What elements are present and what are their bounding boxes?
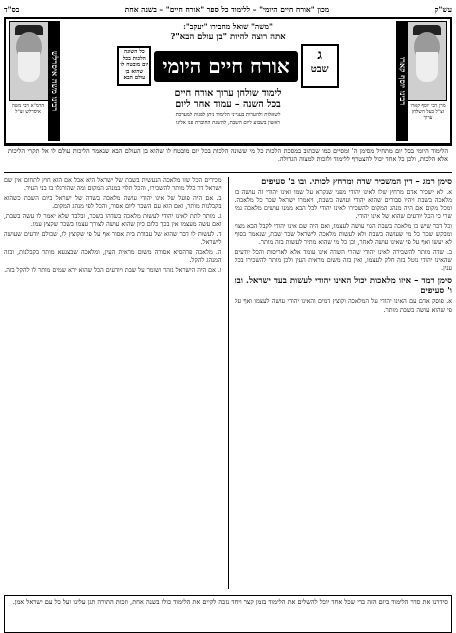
- paragraph: ב. שדה מותר להשכירה לאינו יהודי שהרי השדה אינו עומד אלא לאריסות והכל יודעים שהאינו יהודי נוטל בזה חלק לעצמו, ואין בזה משום מראית העין ולכן מותר להשכירו בכל ענין.: [234, 249, 452, 273]
- intro-paragraph: הלימוד היומי בכל יום מתחיל מסימן ה' ומסיים כמו שכתוב במסכת הלכות כל מי ששונה הלכות בכל יום מובטח לו שהוא בן העולם הבא שנאמר הליכות עולם לו אל תקרי הליכות אלא הלכות, ולכן כל אחד יכול להצטרף ללימוד ולזכות למצוה הגדולה.: [4, 145, 452, 173]
- paragraph: ג. מותר לתת לאינו יהודי לעשות מלאכה בשדהו בשכר, ובלבד שלא יאמר לו עשה בשבת, ואם עשה מעצמו אין בכך כלום כיון שהוא עושה לצורך עצמו בשכר שקצץ עמו.: [4, 213, 222, 229]
- paragraph: א. פוסק אדם עם האינו יהודי על המלאכה וקוצץ דמים והאינו יהודי עושה לעצמו ואף על פי שהוא עושה בשבת מותר.: [234, 298, 452, 314]
- beard-shape: [416, 52, 438, 82]
- portrait-right: [407, 21, 447, 101]
- paragraph: ה. מלאכה פרהסיא אסורה משום מראית העין, ומלאכה שבצנעא מותר בקבלנות, ובזה המנהג להקל.: [4, 249, 222, 265]
- year-box-text: כל השונה הלכות בכל יום מובטח לו שהוא בן עולם הבא: [120, 49, 149, 81]
- portrait-right-name: רבינו יוסף קארו: [396, 21, 408, 141]
- paragraph: ו. אם היה הישראל נזהר ושומר על שבת ויודעים הכל שהוא ירא שמים מותר לו להקל בזה.: [4, 267, 222, 275]
- section-heading-2: סימן רמד – איזו מלאכות יכול האינו יהודי לעשות בעד ישראל. ובו ו' סעיפים: [234, 276, 452, 297]
- subtitle-hook: אתה רוצה להיות "בן עולם הבא"?: [170, 32, 286, 42]
- beard-shape: [18, 52, 40, 82]
- year-box: [117, 46, 151, 86]
- top-middle-label: מכון "אורח חיים היומי" – ללימוד כל ספר "אורח חיים" – בשנה אחת: [124, 5, 330, 14]
- info-line-1: לשאלות ולהערות בענייני הלימוד ניתן לפנות למערכת: [175, 112, 281, 118]
- paragraph: ב. אם היה פועל של אינו יהודי עושה מלאכה בשדה של ישראל ביום השבת כשהוא בקבלנות מותר, ואם הוא עם השכר ליום אסור, והכל לפי מנהג המקום.: [4, 195, 222, 211]
- portrait-right-caption: מרן רבי יוסף קארו זצ"ל בעל השלחן ערוך: [410, 103, 446, 121]
- main-title: אורח חיים היומי: [154, 51, 297, 82]
- section-heading: סימן רמג – דין המשכיר שדה ומרחץ לכותי. ובו ב' סעיפים: [261, 177, 452, 187]
- top-left-label: בס"ד: [4, 5, 20, 14]
- portrait-left-name: רבינו משה איסרלש: [48, 21, 60, 141]
- portrait-left-caption: הרמ"א רבי משה איסרלש זצ"ל: [11, 103, 45, 115]
- title-row: [64, 44, 392, 88]
- header: [4, 17, 452, 145]
- column-divider: [228, 177, 229, 589]
- bottom-note: סידרנו את סדר הלימוד ביום הזה כדי שכל אחד יוכל להשלים את הלימוד בזמן קצר ויחד נזכה לקיים את הלימוד כולו בשנה אחת, וזכות התורה תגן עלינו ועל כל עם ישראל אמן.: [4, 595, 452, 633]
- paragraph: מכירים הכל שזו מלאכה הנעשית בשבת של ישראל היא אבל אם הוא חוץ לתחום אין שם ישראל דר כלל מותר להשכירו, והכל תלוי במנהג המקום ומה שהורגלו בו בני העיר.: [4, 177, 222, 193]
- content-columns: [4, 177, 452, 589]
- info-line-2: ראשון בשבוע ליום השבת, להשגת החוברת פנו אלינו: [176, 120, 280, 127]
- top-right-label: עש"ק: [434, 5, 452, 14]
- column-left: [4, 177, 222, 589]
- day-number: ג: [317, 47, 322, 63]
- paragraph: וכל דבר שיש בו מלאכה בשבת הגוי עושה לעצמו, ואם היה שם אינו יהודי לקבל הבא מצוי ומבקש שכר כל מי שעושה בשבת ולא לעשות מלאכה לישראל שכר שבת, שנאמר בסוף לא יעשו ואף על פי שאינו עושה לאחר, וכן כל מי שהוא מתיר לעשות בזה מותר.: [234, 223, 452, 247]
- column-right: [235, 177, 453, 589]
- day-month: שבט: [310, 64, 329, 75]
- portrait-left: [9, 21, 49, 101]
- sub-title-2: בכל השנה – עמוד אחר ליום: [175, 99, 281, 110]
- top-strip: [4, 3, 452, 17]
- subtitle-question: "משה" שואל מחבירו "יעקב":: [183, 22, 273, 31]
- paragraph: ד. לעשות לו דבר שהוא של עבודת בית אסור אף על פי שקוצץ לו, שכולם יודעים שעושה לישראל.: [4, 231, 222, 247]
- day-box: [301, 44, 339, 88]
- paragraph: א. לא ישכיר אדם מרחץ שלו לאינו יהודי מפני שנקרא על שמו ואינו יהודי זה עושה בו מלאכה בשבת ויהיו סבורים שהוא יהודי ועושה בשבת, ויאמרו ישראל שכר כל מלאכה. ומכל מקום אם היה מנהג המקום להשכירו לאינו יהודי לכל הבא ממנו עושים מלאכה נמי שרי כי הכל יודעים שהוא של אינו יהודי.: [234, 189, 452, 221]
- title-area: [64, 21, 392, 143]
- sub-title-1: לימוד שולחן ערוך אורח חיים: [174, 88, 282, 99]
